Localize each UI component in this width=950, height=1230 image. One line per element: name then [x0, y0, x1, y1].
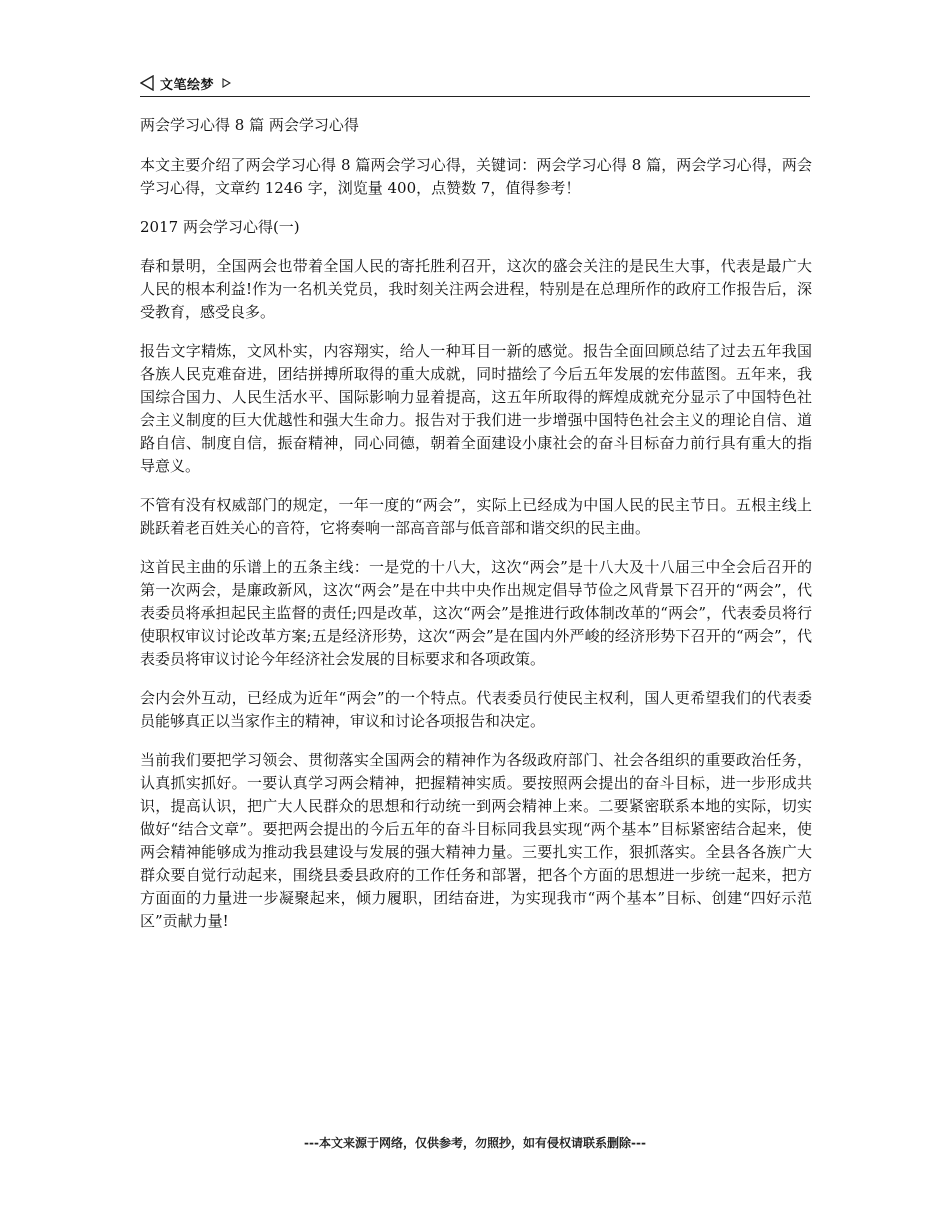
triangle-left-icon [140, 75, 154, 91]
section-heading: 2017 两会学习心得(一) [140, 218, 300, 236]
footer-notice: ---本文来源于网络，仅供参考，勿照抄，如有侵权请联系删除--- [304, 1136, 646, 1150]
brand-name: 文笔绘梦 [160, 77, 215, 93]
paragraph: 报告文字精炼，文风朴实，内容翔实，给人一种耳目一新的感觉。报告全面回顾总结了过去五年我国各族人民克难奋进，团结拼搏所取得的重大成就，同时描绘了今后五年发展的宏伟蓝图。五年来，我国综合国力、人民生活水平、国际影响力显着提高，这五年所取得的辉煌成就充分显示了中国特色社会主义制度的巨大优越性和强大生命力。报告对于我们进一步增强中国特色社会主义的理论自信、道路自信、制度自信，振奋精神，同心同德，朝着全面建设小康社会的奋斗目标奋力前行具有重大的指导意义。 [140, 342, 812, 475]
document-title: 两会学习心得 8 篇 两会学习心得 [140, 116, 359, 134]
paragraph: 会内会外互动，已经成为近年“两会”的一个特点。代表委员行使民主权利，国人更希望我们的代表委员能够真正以当家作主的精神，审议和讨论各项报告和决定。 [140, 689, 812, 730]
document-summary: 本文主要介绍了两会学习心得 8 篇两会学习心得，关键词：两会学习心得 8 篇，两会学习心得，两会学习心得，文章约 1246 字，浏览量 400，点赞数 7，值得参考！ [140, 156, 812, 197]
page-header [140, 70, 810, 97]
paragraph: 不管有没有权威部门的规定，一年一度的“两会”，实际上已经成为中国人民的民主节日。五根主线上跳跃着老百姓关心的音符，它将奏响一部高音部与低音部和谐交织的民主曲。 [140, 496, 812, 537]
paragraph: 春和景明，全国两会也带着全国人民的寄托胜利召开，这次的盛会关注的是民生大事，代表是最广大人民的根本利益!作为一名机关党员，我时刻关注两会进程，特别是在总理所作的政府工作报告后，深受教育，感受良多。 [140, 257, 812, 321]
paragraph: 这首民主曲的乐谱上的五条主线：一是党的十八大，这次“两会”是十八大及十八届三中全会后召开的第一次两会，是廉政新风，这次“两会”是在中共中央作出规定倡导节俭之风背景下召开的“两会”，代表委员将承担起民主监督的责任;四是改革，这次“两会”是推进行政体制改革的“两会”，代表委员将行使职权审议讨论改革方案;五是经济形势，这次“两会”是在国内外严峻的经济形势下召开的“两会”，代表委员将审议讨论今年经济社会发展的目标要求和各项政策。 [140, 558, 812, 668]
paragraph: 当前我们要把学习领会、贯彻落实全国两会的精神作为各级政府部门、社会各组织的重要政治任务，认真抓实抓好。一要认真学习两会精神，把握精神实质。要按照两会提出的奋斗目标，进一步形成共识，提高认识，把广大人民群众的思想和行动统一到两会精神上来。二要紧密联系本地的实际，切实做好“结合文章”。要把两会提出的今后五年的奋斗目标同我县实现“两个基本”目标紧密结合起来，使两会精神能够成为推动我县建设与发展的强大精神力量。三要扎实工作，狠抓落实。全县各各族广大群众要自觉行动起来，围绕县委县政府的工作任务和部署，把各个方面的思想进一步统一起来，把方方面面的力量进一步凝聚起来，倾力履职，团结奋进，为实现我市“两个基本”目标、创建“四好示范区”贡献力量! [140, 751, 812, 930]
triangle-right-icon [222, 78, 231, 88]
document-body [140, 114, 812, 949]
